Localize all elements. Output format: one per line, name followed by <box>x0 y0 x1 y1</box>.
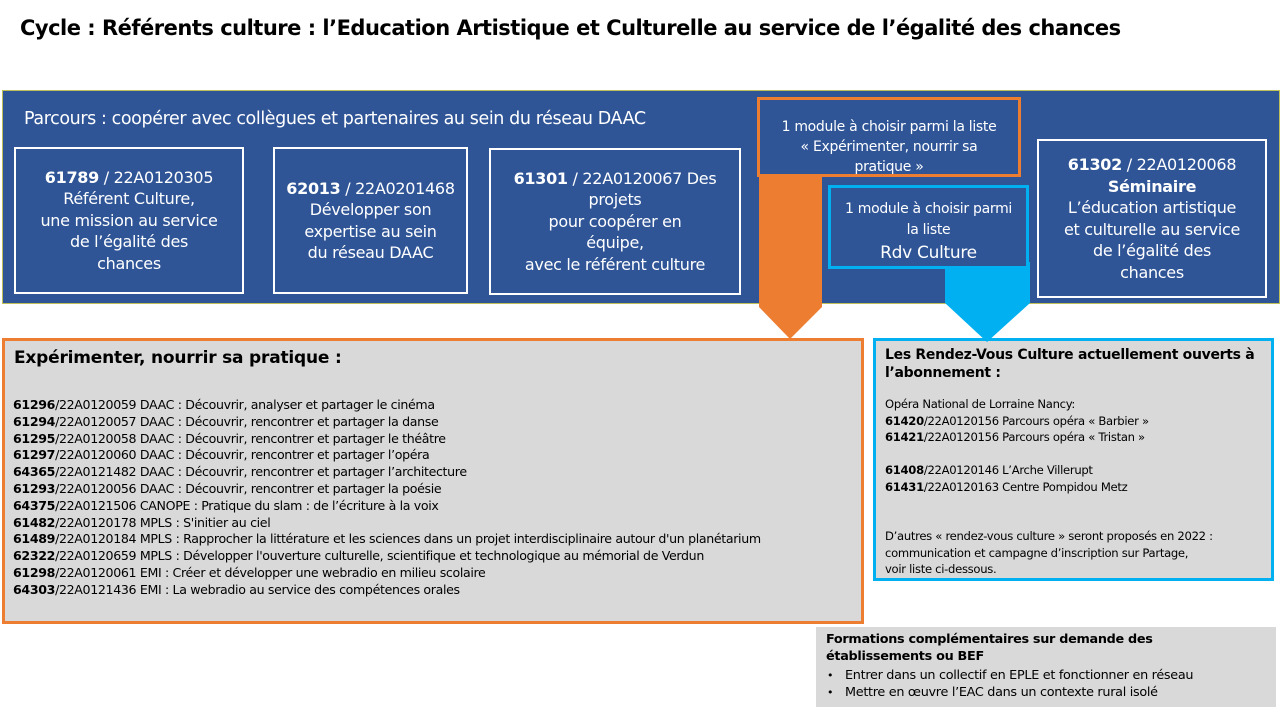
item-text: /22A0120060 DAAC : Découvrir, rencontrer et partager l’opéra <box>55 447 430 463</box>
list-item[interactable] <box>13 582 761 599</box>
list-item[interactable] <box>13 548 761 565</box>
module-line: avec le référent culture <box>524 254 706 274</box>
item-id: 61298 <box>13 564 56 580</box>
spacer <box>885 446 1213 463</box>
item-text: /22A0120058 DAAC : Découvrir, rencontrer et partager le théâtre <box>55 430 446 446</box>
item-id: 64375 <box>13 497 56 513</box>
spacer <box>885 495 1213 528</box>
item-text: /22A0120184 MPLS : Rapprocher la littérature et les sciences dans un projet interdisciplinaire autour d'un planétarium <box>55 531 761 547</box>
list-item[interactable] <box>13 515 761 532</box>
module-line: L’éducation artistique <box>1067 198 1237 217</box>
module-id: 61789 <box>44 167 99 187</box>
note-line: communication et campagne d’inscription sur Partage, <box>885 545 1189 560</box>
list-item[interactable] <box>13 447 761 464</box>
complementary-list <box>826 667 1193 701</box>
list-item[interactable] <box>13 498 761 515</box>
orange-down-arrow-icon <box>757 170 825 342</box>
choice-line: 1 module à choisir parmi <box>844 201 1013 217</box>
item-id: 61489 <box>13 531 56 547</box>
item-text: /22A0121436 EMI : La webradio au service des compétences orales <box>55 581 460 597</box>
module-code: / 22A0201468 <box>340 178 455 198</box>
item-text: /22A0120059 DAAC : Découvrir, analyser et partager le cinéma <box>55 397 435 412</box>
item-id: 61293 <box>13 480 56 496</box>
module-code: / 22A0120068 <box>1121 155 1237 174</box>
module-line: chances <box>1120 262 1184 282</box>
item-text: /22A0120061 EMI : Créer et développer une webradio en milieu scolaire <box>55 564 486 580</box>
module-line: Développer son <box>309 200 432 219</box>
item-text: /22A0120156 Parcours opéra « Barbier » <box>923 413 1149 428</box>
item-id: 61295 <box>13 430 56 446</box>
module-subtitle: Séminaire <box>1107 176 1197 196</box>
choice-line: 1 module à choisir parmi la liste <box>781 119 997 135</box>
item-id: 61408 <box>885 463 924 477</box>
list-item[interactable] <box>885 413 1213 430</box>
experimenter-title: Expérimenter, nourrir sa pratique : <box>14 348 342 368</box>
rdv-culture-list <box>885 396 1213 578</box>
complementary-title: Formations complémentaires sur demande des établissements ou BEF <box>826 632 1153 664</box>
item-id: 61420 <box>885 413 924 428</box>
module-card-61302[interactable] <box>1037 139 1267 298</box>
item-text: /22A0120057 DAAC : Découvrir, rencontrer et partager la danse <box>55 413 439 429</box>
choice-line: la liste <box>906 222 951 238</box>
item-id: 64365 <box>13 464 56 480</box>
item-text: /22A0120056 DAAC : Découvrir, rencontrer et partager la poésie <box>55 480 442 496</box>
module-line: de l’égalité des <box>69 232 189 252</box>
item-text: /22A0120163 Centre Pompidou Metz <box>923 479 1128 494</box>
module-card-62013[interactable] <box>273 147 468 294</box>
list-item[interactable] <box>13 397 761 414</box>
module-line: de l’égalité des <box>1092 241 1212 260</box>
item-id: 61482 <box>13 514 56 530</box>
list-item: • Mettre en œuvre l’EAC dans un contexte rural isolé <box>826 684 1193 701</box>
cyan-down-arrow-icon <box>943 262 1033 344</box>
item-id: 61297 <box>13 447 56 463</box>
list-item[interactable] <box>885 462 1213 479</box>
item-id: 61431 <box>885 479 924 494</box>
list-item[interactable] <box>13 464 761 481</box>
module-id: 61302 <box>1067 155 1122 174</box>
item-id: 61294 <box>13 413 56 429</box>
list-item[interactable] <box>13 431 761 448</box>
list-item: • Entrer dans un collectif en EPLE et fonctionner en réseau <box>826 667 1193 684</box>
item-text: /22A0120178 MPLS : S'initier au ciel <box>55 514 271 530</box>
module-code: / 22A0120067 Des <box>567 168 717 188</box>
list-item[interactable] <box>885 479 1213 496</box>
list-item[interactable] <box>13 414 761 431</box>
module-card-61789[interactable] <box>14 147 244 294</box>
list-item[interactable] <box>13 481 761 498</box>
page-title: Cycle : Référents culture : l’Education Artistique et Culturelle au service de l’égalité des chances <box>20 16 1121 40</box>
item-text: /22A0120146 L’Arche Villerupt <box>923 463 1093 477</box>
item-id: 61296 <box>13 397 56 412</box>
module-line: et culturelle au service <box>1063 219 1241 239</box>
choice-rdv-culture-box[interactable] <box>828 185 1029 269</box>
item-text: /22A0120156 Parcours opéra « Tristan » <box>923 430 1145 444</box>
module-line: une mission au service <box>40 210 218 230</box>
item-id: 64303 <box>13 581 56 597</box>
module-line: équipe, <box>586 233 644 253</box>
item-text: /22A0121506 CANOPE : Pratique du slam : de l’écriture à la voix <box>55 497 439 513</box>
module-line: projets <box>588 190 642 210</box>
module-line: Référent Culture, <box>63 189 195 209</box>
note-line: D’autres « rendez-vous culture » seront proposés en 2022 : <box>885 529 1213 543</box>
choice-experimenter-box[interactable] <box>757 97 1021 177</box>
module-card-61301[interactable] <box>489 148 741 295</box>
item-id: 62322 <box>13 548 56 564</box>
list-item[interactable] <box>885 429 1213 446</box>
note-line: voir liste ci-dessous. <box>885 562 997 576</box>
item-id: 61421 <box>885 430 924 444</box>
choice-line: « Expérimenter, nourrir sa <box>800 139 978 155</box>
module-line: expertise au sein <box>304 221 437 241</box>
module-line: chances <box>97 253 161 273</box>
list-item[interactable] <box>13 565 761 582</box>
module-id: 61301 <box>513 168 568 188</box>
item-text: /22A0120659 MPLS : Développer l'ouverture culturelle, scientifique et technologique au mémorial de Verdun <box>55 548 704 564</box>
choice-line: pratique » <box>854 159 924 175</box>
module-code: / 22A0120305 <box>98 167 214 187</box>
experimenter-list <box>13 397 761 599</box>
choice-emphasis: Rdv Culture <box>880 243 977 263</box>
rdv-culture-title: Les Rendez-Vous Culture actuellement ouverts à l’abonnement : <box>885 347 1255 381</box>
module-line: du réseau DAAC <box>307 243 434 262</box>
list-item[interactable] <box>13 531 761 548</box>
venue-label: Opéra National de Lorraine Nancy: <box>885 397 1076 411</box>
item-text: /22A0121482 DAAC : Découvrir, rencontrer et partager l’architecture <box>55 464 467 480</box>
module-line: pour coopérer en <box>548 211 682 231</box>
parcours-title: Parcours : coopérer avec collègues et partenaires au sein du réseau DAAC <box>24 109 646 129</box>
module-id: 62013 <box>286 178 341 198</box>
